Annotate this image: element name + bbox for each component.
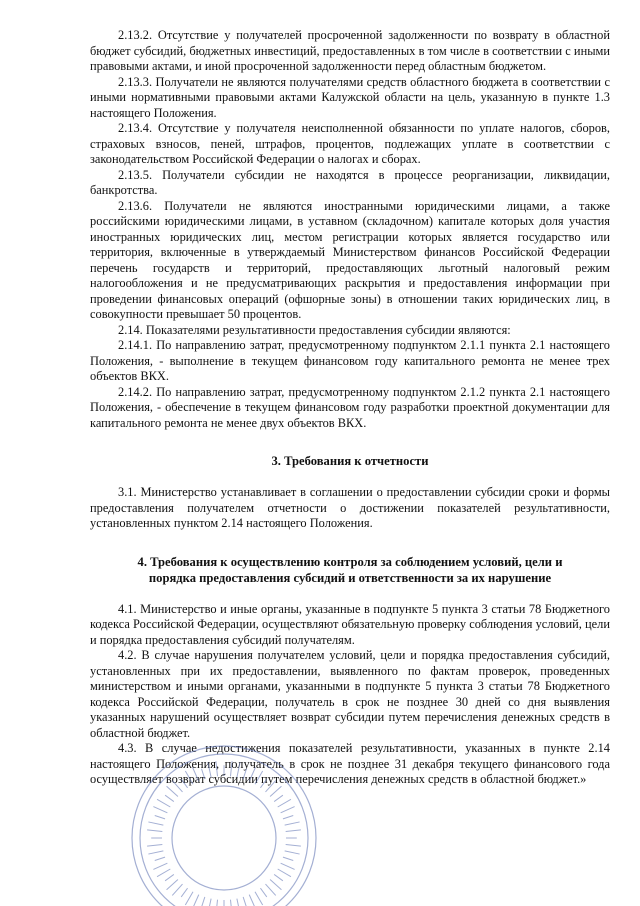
section-4-heading-line-2: порядка предоставления субсидий и ответственности за их нарушение — [148, 570, 552, 585]
seal-lettering-mark — [148, 851, 163, 854]
seal-lettering-mark — [172, 884, 182, 895]
seal-lettering-mark — [260, 888, 266, 897]
seal-lettering-mark — [286, 844, 301, 846]
section-4-heading — [90, 554, 610, 586]
seal-lettering-mark — [153, 807, 167, 813]
paragraph-4-1: 4.1. Министерство и иные органы, указанные в подпункте 5 пункта 3 статьи 78 Бюджетного кодекса Российской Федерации, осуществляют обязательную проверку соблюдения условий, цели и порядка предоставления субсидий получателям. — [90, 601, 610, 647]
seal-lettering-mark — [157, 799, 170, 807]
seal-lettering-mark — [157, 869, 170, 877]
seal-lettering-mark — [230, 900, 232, 906]
seal-center-ring — [172, 786, 276, 890]
seal-lettering-mark — [148, 822, 163, 825]
seal-lettering-mark — [278, 799, 291, 807]
paragraph-4-3: 4.3. В случае недостижения показателей результативности, указанных в пункте 2.14 настоящего Положения, получатель в срок не позднее 31 декабря текущего финансового года осуществляет возврат субсидии путем перечисления денежных средств в областной бюджет.» — [90, 741, 610, 786]
seal-lettering-mark — [270, 879, 281, 889]
paragraph-2-13-4: 2.13.4. Отсутствие у получателя неисполненной обязанности по уплате налогов, сборов, страховых взносов, пеней, штрафов, процентов, подлежащих уплате в соответствии с законодательством Российской Федерации о налогах и сборах. — [90, 121, 610, 166]
seal-lettering-mark — [285, 822, 300, 825]
seal-lettering-mark — [167, 786, 178, 796]
seal-lettering-mark — [216, 900, 218, 906]
paragraph-2-13-5: 2.13.5. Получатели субсидии не находятся в процессе реорганизации, ликвидации, банкротства. — [90, 167, 610, 197]
seal-lettering-mark — [165, 874, 174, 880]
seal-lettering-mark — [153, 863, 167, 869]
seal-lettering-mark — [270, 786, 281, 796]
seal-lettering-mark — [147, 844, 162, 846]
seal-lettering-mark — [265, 884, 275, 895]
seal-lettering-mark — [255, 892, 263, 905]
paragraph-2-14-2: 2.14.2. По направлению затрат, предусмотренному подпунктом 2.1.2 пункта 2.1 настоящего Положения, - обеспечение в текущем финансовом году разработки проектной документации для капитального ремонта не менее двух объектов ВКХ. — [90, 384, 610, 430]
section-4-heading-line-1: 4. Требования к осуществлению контроля за соблюдением условий, цели и — [137, 554, 563, 569]
seal-lettering-mark — [274, 874, 283, 880]
seal-lettering-mark — [286, 830, 301, 832]
seal-lettering-mark — [283, 857, 293, 860]
seal-lettering-mark — [283, 816, 293, 819]
seal-lettering-mark — [155, 857, 165, 860]
paragraph-2-13-6: 2.13.6. Получатели не являются иностранными юридическими лицами, а также российскими юридическими лицами, в уставном (складочном) капитале которых доля участия иностранных юридических лиц, местом регистрации которых является государство или территория, включенные в утверждаемый Министерством финансов Российской Федерации перечень государств и территорий, предоставляющих льготный налоговый режим налогообложения и не предусматривающих раскрытия и предоставления информации при проведении финансовых операций (офшорные зоны) в отношении таких юридических лиц, в совокупности превышает 50 процентов. — [90, 198, 610, 321]
seal-lettering-mark — [181, 888, 187, 897]
paragraph-2-14-1: 2.14.1. По направлению затрат, предусмотренному подпунктом 2.1.1 пункта 2.1 настоящего Положения, - выполнение в текущем финансовом году капитального ремонта не менее трех объектов ВКХ. — [90, 338, 610, 383]
seal-lettering-mark — [147, 830, 162, 832]
paragraph-4-2: 4.2. В случае нарушения получателем условий, цели и порядка предоставления субсидий, установленных при их предоставлении, выявленного по фактам проверок, проведенных министерством и иными органами, указанными в подпункте 5 пункта 3 статьи 78 Бюджетного кодекса Российской Федерации, получатель в срок не позднее 30 дней со дня выявления указанных нарушений осуществляет возврат субсидии путем перечисления денежных средств в областной бюджет. — [90, 648, 610, 740]
paragraph-2-14: 2.14. Показателями результативности предоставления субсидии являются: — [118, 322, 511, 337]
seal-lettering-mark — [185, 892, 193, 905]
seal-lettering-mark — [193, 895, 199, 906]
section-3-heading: 3. Требования к отчетности — [271, 454, 429, 468]
seal-lettering-mark — [281, 807, 295, 813]
seal-lettering-mark — [278, 869, 291, 877]
document-page — [90, 28, 610, 788]
seal-lettering-mark — [249, 895, 255, 906]
paragraph-3-1: 3.1. Министерство устанавливает в соглашении о предоставлении субсидии сроки и формы предоставления получателем отчетности о достижении показателей результативности, установленных пунктом 2.14 настоящего Положения. — [90, 485, 610, 530]
paragraph-2-13-2: 2.13.2. Отсутствие у получателей просроченной задолженности по возврату в областной бюджет субсидий, бюджетных инвестиций, предоставленных в том числе в соответствии с иными правовыми актами, и иной просроченной задолженности перед областным бюджетом. — [90, 28, 610, 73]
paragraph-2-13-3: 2.13.3. Получатели не являются получателями средств областного бюджета в соответствии с иными нормативными правовыми актами Калужской области на цель, указанную в пункте 1.3 настоящего Положения. — [90, 74, 610, 120]
seal-lettering-mark — [165, 795, 174, 801]
seal-lettering-mark — [167, 879, 178, 889]
seal-lettering-mark — [285, 851, 300, 854]
section-2-continuation — [90, 28, 610, 431]
seal-lettering-mark — [274, 795, 283, 801]
seal-lettering-mark — [155, 816, 165, 819]
seal-lettering-mark — [281, 863, 295, 869]
